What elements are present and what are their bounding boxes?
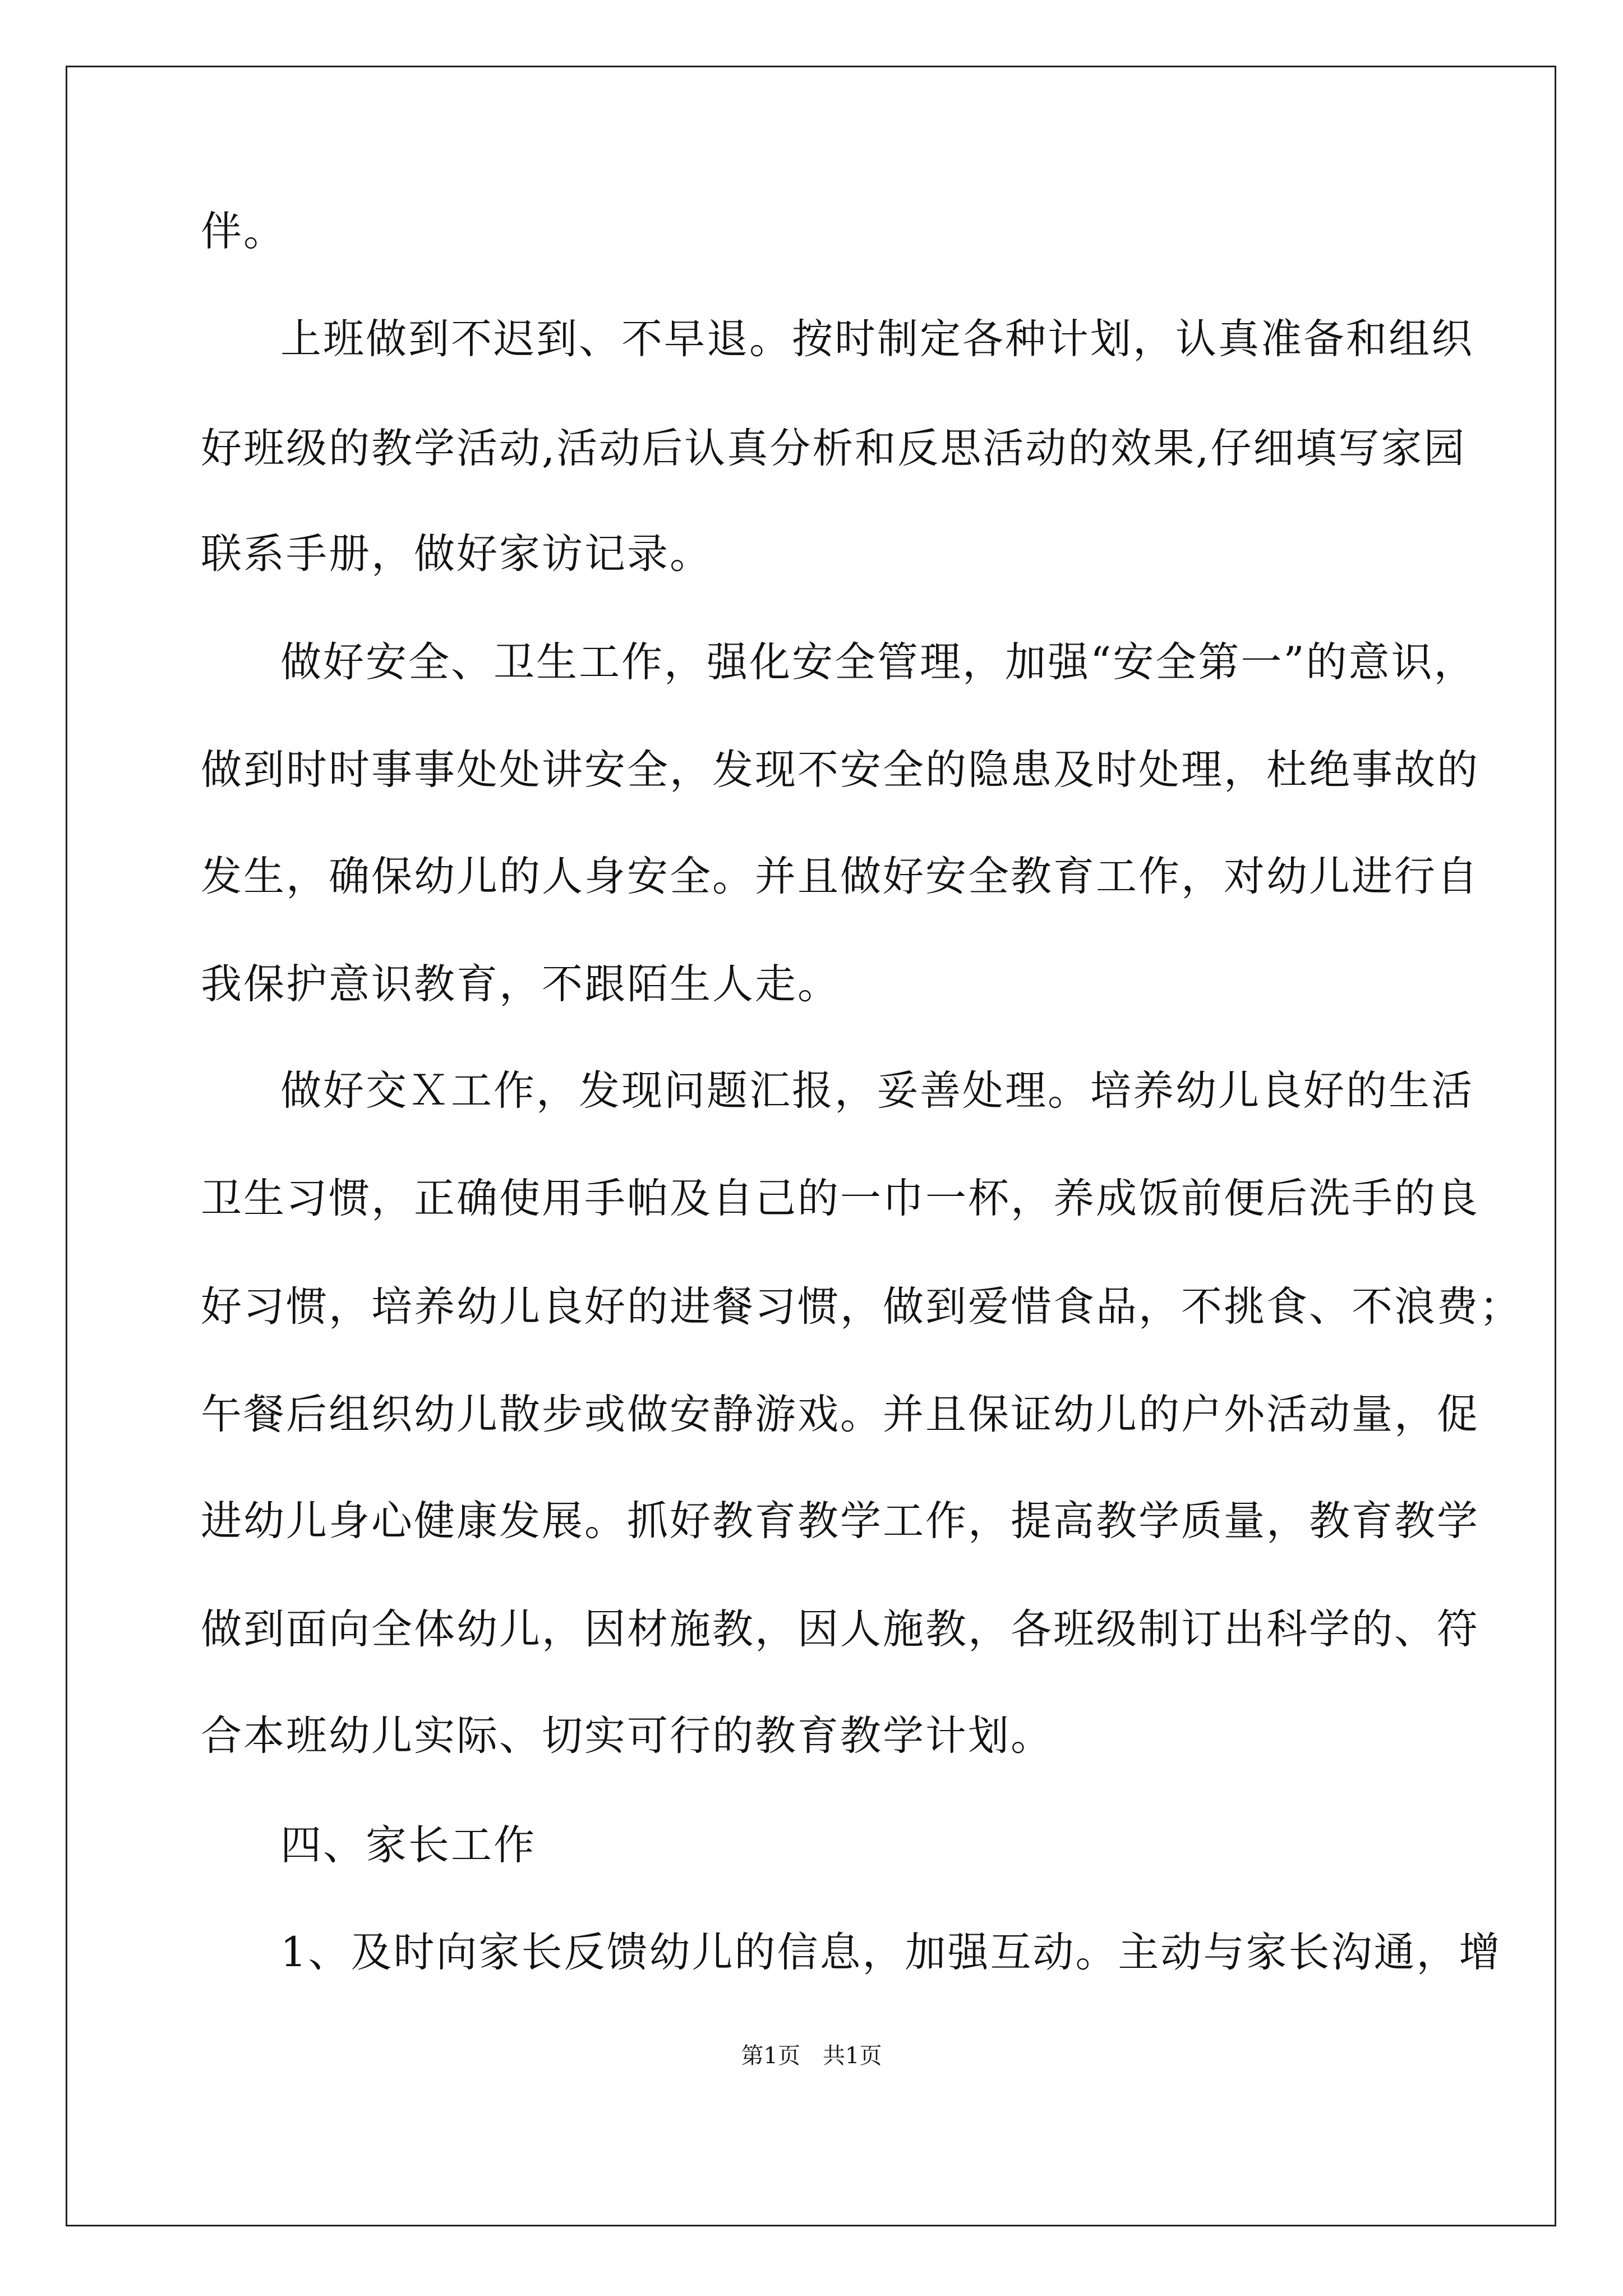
- text-line: 联系手册，做好家访记录。: [201, 530, 712, 578]
- text-line: 好班级的教学活动,活动后认真分析和反思活动的效果,仔细填写家园: [201, 425, 1467, 472]
- text-line: 好习惯，培养幼儿良好的进餐习惯，做到爱惜食品，不挑食、不浪费；: [201, 1283, 1522, 1331]
- paragraph-start-line: 上班做到不迟到、不早退。按时制定各种计划，认真准备和组织: [280, 315, 1474, 363]
- text-line: 卫生习惯，正确使用手帕及自己的一巾一杯，养成饭前便后洗手的良: [201, 1175, 1479, 1222]
- paragraph-start-line: 做好交Ｘ工作，发现问题汇报，妥善处理。培养幼儿良好的生活: [280, 1067, 1474, 1115]
- text-line: 合本班幼儿实际、切实可行的教育教学计划。: [201, 1712, 1053, 1760]
- page-border: [66, 66, 1556, 2226]
- text-line: 我保护意识教育，不跟陌生人走。: [201, 960, 840, 1008]
- text-line: 做到面向全体幼儿，因材施教，因人施教，各班级制订出科学的、符: [201, 1605, 1479, 1653]
- page-number-footer: 第1页 共1页: [741, 2043, 882, 2069]
- text-line: 发生，确保幼儿的人身安全。并且做好安全教育工作，对幼儿进行自: [201, 853, 1479, 900]
- text-line: 进幼儿身心健康发展。抓好教育教学工作，提高教学质量，教育教学: [201, 1497, 1479, 1545]
- text-line: 伴。: [201, 208, 286, 255]
- text-line: 午餐后组织幼儿散步或做安静游戏。并且保证幼儿的户外活动量，促: [201, 1391, 1479, 1438]
- text-line: 做到时时事事处处讲安全，发现不安全的隐患及时处理，杜绝事故的: [201, 746, 1479, 794]
- paragraph-start-line: 做好安全、卫生工作，强化安全管理，加强“安全第一”的意识，: [280, 638, 1477, 686]
- paragraph-start-line: 1、及时向家长反馈幼儿的信息，加强互动。主动与家长沟通，增: [280, 1929, 1502, 1976]
- section-heading: 四、家长工作: [280, 1821, 536, 1869]
